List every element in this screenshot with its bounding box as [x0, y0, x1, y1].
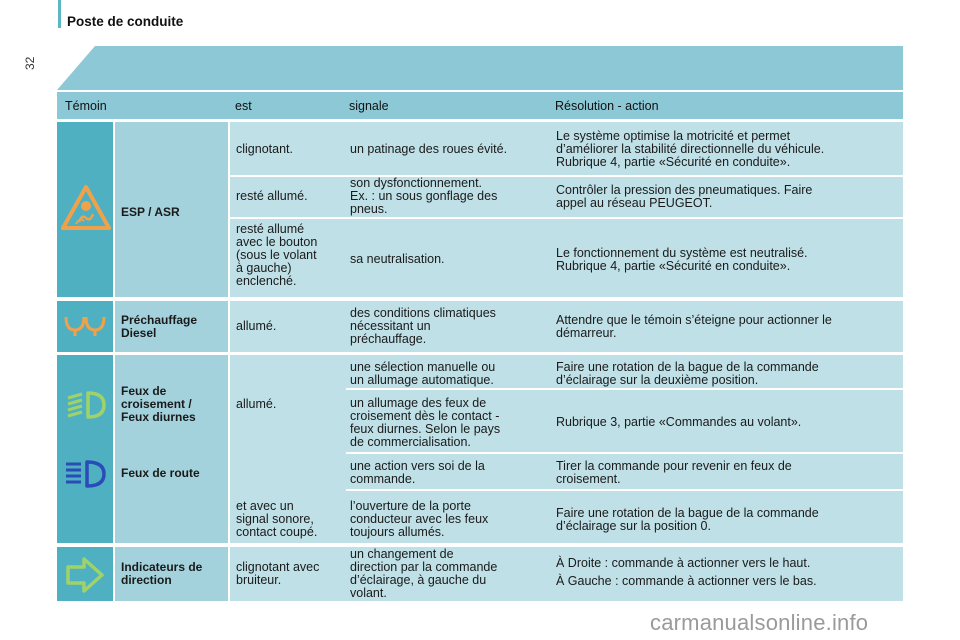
indicators-resolution-left: À Gauche : commande à actionner vers le bas. [556, 574, 817, 588]
esp-row2-est: resté allumé. [236, 189, 308, 203]
lights-row3-resolution: Tirer la commande pour revenir en feux de croisement. [556, 459, 792, 486]
esp-row1-signale: un patinage des roues évité. [350, 142, 508, 156]
esp-row3-resolution: Le fonctionnement du système est neutralisé. Rubrique 4, partie «Sécurité en conduite». [556, 246, 808, 273]
lights-row2-signale: un allumage des feux de croisement dès le contact - feux diurnes. Selon le pays de commercialisation. [350, 396, 501, 449]
indicators-signale: un changement de direction par la commande d’éclairage, à gauche du volant. [350, 547, 498, 600]
header-accent-bar [58, 0, 61, 28]
low-beam-icon [64, 390, 108, 420]
page-number: 32 [23, 56, 37, 70]
indicators-est: clignotant avec bruiteur. [236, 560, 320, 587]
indicators-label: Indicateurs de direction [121, 560, 203, 587]
page-title: Poste de conduite [67, 14, 184, 29]
glow-plug-icon [63, 314, 107, 338]
esp-row1-resolution: Le système optimise la motricité et permet d’améliorer la stabilité directionnelle du véhicule. Rubrique 4, partie «Sécurité en conduite». [556, 129, 825, 169]
row-divider [346, 452, 903, 454]
row-divider [230, 217, 903, 219]
table-header-row [57, 92, 903, 119]
lights-icon-cell [57, 355, 113, 543]
esp-row3-est: resté allumé avec le bouton (sous le volant à gauche) enclenché. [236, 222, 318, 288]
lights-row4-resolution: Faire une rotation de la bague de la commande d’éclairage sur la position 0. [556, 506, 819, 533]
col-header-resolution: Résolution - action [555, 99, 659, 113]
col-header-temoin: Témoin [65, 99, 107, 113]
table-top-band [57, 46, 903, 90]
col-header-est: est [235, 99, 252, 113]
row-divider [346, 388, 903, 390]
esp-skid-warning-icon [60, 184, 112, 232]
lights-est-on: allumé. [236, 397, 277, 411]
lights-row1-resolution: Faire une rotation de la bague de la commande d’éclairage sur la deuxième position. [556, 360, 819, 387]
low-beam-label: Feux de croisement / Feux diurnes [121, 384, 196, 424]
esp-row3-signale: sa neutralisation. [350, 252, 445, 266]
preheat-label: Préchauffage Diesel [121, 313, 198, 340]
esp-row2-signale: son dysfonctionnement. Ex. : un sous gonflage des pneus. [350, 176, 498, 216]
lights-row3-signale: une action vers soi de la commande. [350, 459, 485, 486]
col-header-signale: signale [349, 99, 389, 113]
turn-signal-arrow-icon [64, 555, 106, 595]
preheat-signale: des conditions climatiques nécessitant un préchauffage. [350, 306, 496, 346]
lights-row4-signale: l’ouverture de la porte conducteur avec les feux toujours allumés. [350, 499, 489, 539]
lights-row1-signale: une sélection manuelle ou un allumage automatique. [350, 360, 496, 387]
row-divider [346, 489, 903, 491]
row-divider [230, 175, 903, 177]
watermark: carmanualsonline.info [650, 610, 869, 635]
high-beam-label: Feux de route [121, 466, 200, 480]
indicators-resolution-right: À Droite : commande à actionner vers le haut. [556, 556, 811, 570]
esp-row1-est: clignotant. [236, 142, 293, 156]
high-beam-icon [62, 459, 108, 489]
lights-est-buzzer: et avec un signal sonore, contact coupé. [236, 499, 318, 539]
esp-label: ESP / ASR [121, 205, 180, 219]
esp-row2-resolution: Contrôler la pression des pneumatiques. Faire appel au réseau PEUGEOT. [556, 183, 813, 210]
preheat-resolution: Attendre que le témoin s’éteigne pour actionner le démarreur. [556, 313, 832, 340]
preheat-est: allumé. [236, 319, 277, 333]
lights-row2-resolution: Rubrique 3, partie «Commandes au volant». [556, 415, 802, 429]
